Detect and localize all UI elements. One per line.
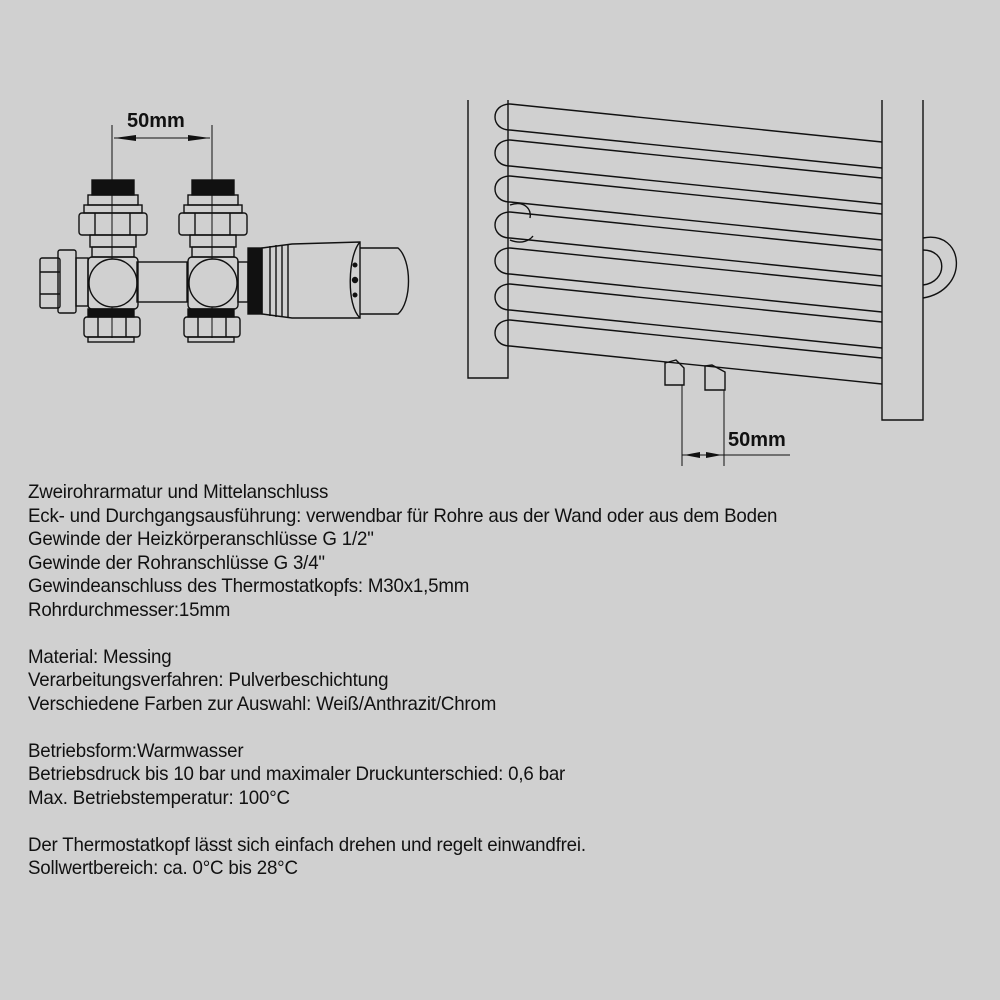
spec-line: Gewinde der Heizkörperanschlüsse G 1/2" <box>28 528 374 550</box>
spec-line: Material: Messing <box>28 645 172 668</box>
spec-line: Max. Betriebstemperatur: 100°C <box>28 786 290 809</box>
spec-line: Eck- und Durchgangsausführung: verwendbar für Rohre aus der Wand oder aus dem Boden <box>28 504 778 527</box>
right-valve-body <box>179 180 247 342</box>
radiator-diagram <box>460 90 1000 470</box>
spec-group-material <box>28 646 892 717</box>
spec-line: Rohrdurchmesser:15mm <box>28 598 231 621</box>
radiator-rails <box>495 104 882 384</box>
valve-diagram <box>0 80 450 360</box>
radiator-dimension-label: 50mm <box>728 429 786 451</box>
spec-line: Betriebsform:Warmwasser <box>28 739 244 762</box>
spec-line: Gewindeanschluss des Thermostatkopfs: M30x1,5mm <box>28 575 470 597</box>
spec-line: Der Thermostatkopf lässt sich einfach drehen und regelt einwandfrei. <box>28 833 586 856</box>
spec-list <box>28 481 892 881</box>
spec-line: Sollwertbereich: ca. 0°C bis 28°C <box>28 857 298 879</box>
spec-group-operation <box>28 740 892 811</box>
left-valve-body <box>79 180 147 342</box>
valve-dimension-label: 50mm <box>127 110 185 132</box>
spec-group-thermostat <box>28 834 892 881</box>
spec-line: Betriebsdruck bis 10 bar und maximaler Druckunterschied: 0,6 bar <box>28 763 566 785</box>
spec-line: Zweirohrarmatur und Mittelanschluss <box>28 481 329 503</box>
spec-line: Verarbeitungsverfahren: Pulverbeschichtung <box>28 669 389 691</box>
spec-group-connection <box>28 481 892 622</box>
spec-line: Verschiedene Farben zur Auswahl: Weiß/Anthrazit/Chrom <box>28 692 497 715</box>
spec-line: Gewinde der Rohranschlüsse G 3/4" <box>28 551 325 574</box>
